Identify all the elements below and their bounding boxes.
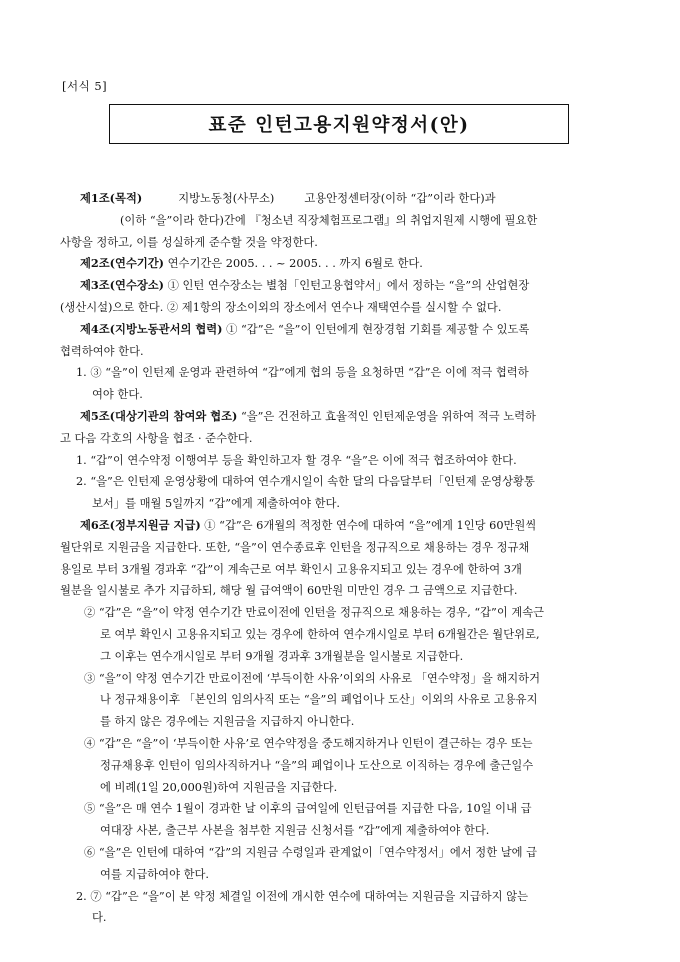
article-2-heading: 제2조(연수기간) [80, 256, 165, 271]
article-6-item-2: 2. ⑦ “갑”은 “을”이 본 약정 체결일 이전에 개시한 연수에 대하여는 지원금을 지급하지 않는 [76, 889, 528, 903]
article-6-line-2: 월단위로 지원금을 지급한다. 또한, “을”이 연수종료후 인턴을 정규직으로 채용하는 경우 정규채 [60, 540, 530, 554]
article-5-item-1: 1. “갑”이 연수약정 이행여부 등을 확인하고자 할 경우 “을”은 이에 적극 협조하여야 한다. [76, 453, 517, 467]
article-2-text: 연수기간은 2005. . . ~ 2005. . . 까지 6월로 한다. [164, 257, 423, 271]
article-6-text: ① “갑”은 6개월의 적정한 연수에 대하여 “을”에게 1인당 60만원씩 [200, 518, 537, 532]
article-4-item-1-cont: 여야 한다. [92, 388, 143, 402]
form-label: [서식 5] [62, 79, 108, 93]
article-6-clause-6-cont: 여를 지급하여야 한다. [100, 867, 209, 881]
article-1-text-a: 지방노동청(사무소) [178, 192, 275, 205]
article-5-heading: 제5조(대상기관의 참여와 협조) [80, 408, 238, 423]
article-6-clause-4: ④ “갑”은 “을”이 ‘부득이한 사유’로 연수약정을 중도해지하거나 인턴이 결근하는 경우 또는 [84, 736, 533, 750]
article-6-clause-2: ② “갑”은 “을”이 약정 연수기간 만료이전에 인턴을 정규직으로 채용하는 경우, “갑”이 계속근 [84, 606, 545, 620]
article-6-clause-3-cont-2: 를 하지 않은 경우에는 지원금을 지급하지 아니한다. [100, 715, 355, 729]
document-title: 표준 인턴고용지원약정서(안) [208, 115, 470, 136]
article-6-clause-2-cont-1: 로 여부 확인시 고용유지되고 있는 경우에 한하여 연수개시일로 부터 6개월간은 월단위로, [100, 627, 540, 641]
article-5-text: “을”은 건전하고 효율적인 인턴제운영을 위하여 적극 노력하 [237, 409, 536, 423]
title-box [109, 104, 569, 144]
article-6-line-4: 월분을 일시불로 추가 지급하되, 해당 월 급여액이 60만원 미만인 경우 그 금액으로 지급한다. [60, 584, 518, 598]
article-6-clause-5-cont: 여대장 사본, 출근부 사본을 첨부한 지원금 신청서를 “갑”에게 제출하여야 한다. [100, 824, 490, 838]
article-6-line-3: 용일로 부터 3개월 경과후 “갑”이 계속근로 여부 확인시 고용유지되고 있는 경우에 한하여 3개 [60, 562, 522, 576]
article-5-item-2: 2. “을”은 인턴제 운영상황에 대하여 연수개시일이 속한 달의 다음달부터「인턴제 운영상황통 [76, 475, 535, 489]
article-6-line-1 [60, 515, 625, 537]
article-6-clause-6: ⑥ “을”은 인턴에 대하여 “갑”의 지원금 수령일과 관계없이「연수약정서」에서 정한 날에 급 [84, 845, 538, 859]
article-6-item-2-cont: 다. [92, 911, 107, 925]
article-6-heading: 제6조(정부지원금 지급) [80, 517, 201, 532]
article-6-clause-3: ③ “을”이 약정 연수기간 만료이전에 ‘부득이한 사유’이외의 사유로 「연수약정」을 해지하거 [84, 671, 540, 685]
article-4-line-2: 협력하여야 한다. [60, 344, 144, 358]
article-6-clause-3-cont-1: 나 정규채용이후 「본인의 임의사직 또는 “을”의 폐업이나 도산」이외의 사유로 고용유지 [100, 693, 538, 707]
article-3-text: ① 인턴 연수장소는 별첨「인턴고용협약서」에서 정하는 “을”의 산업현장 [164, 279, 530, 293]
article-1-text-b: 고용안정센터장(이하 “갑”이라 한다)과 [304, 192, 496, 205]
document-body [60, 188, 625, 929]
article-1-line-2: (이하 “을”이라 한다)간에 『청소년 직장체험프로그램』의 취업지원제 시행에 필요한 [120, 213, 538, 227]
article-3-line-2: (생산시설)으로 한다. ② 제1항의 장소이외의 장소에서 연수나 재택연수를 실시할 수 없다. [60, 300, 502, 314]
article-6-clause-4-cont-2: 에 비례(1일 20,000원)하여 지원금을 지급한다. [100, 780, 338, 794]
article-2-line [60, 253, 625, 275]
article-5-item-2-cont: 보서」를 매월 5일까지 “갑”에게 제출하여야 한다. [92, 497, 341, 511]
article-6-clause-4-cont-1: 정규채용후 인턴이 임의사직하거나 “을”의 폐업이나 도산으로 이직하는 경우에 출근일수 [100, 758, 534, 772]
article-4-item-1: 1. ③ “을”이 인턴제 운영과 관련하여 “갑”에게 협의 등을 요청하면 “갑”은 이에 적극 협력하 [76, 366, 529, 380]
article-3-heading: 제3조(연수장소) [80, 278, 165, 293]
article-6-clause-5: ⑤ “을”은 매 연수 1월이 경과한 날 이후의 급여일에 인턴급여를 지급한 다음, 10일 이내 급 [84, 802, 532, 816]
article-3-line-1 [60, 275, 625, 297]
article-1-line-3: 사항을 정하고, 이를 성실하게 준수할 것을 약정한다. [60, 235, 318, 249]
article-4-line-1 [60, 319, 625, 341]
article-1-heading: 제1조(목적) [80, 191, 143, 205]
article-4-text: ① “갑”은 “을”이 인턴에게 현장경험 기회를 제공할 수 있도록 [222, 322, 530, 336]
article-1-line-1 [60, 188, 625, 210]
article-4-heading: 제4조(지방노동관서의 협력) [80, 321, 223, 336]
article-5-line-1 [60, 406, 625, 428]
article-6-clause-2-cont-2: 그 이후는 연수개시일로 부터 9개월 경과후 3개월분을 일시불로 지급한다. [100, 649, 464, 663]
article-5-line-2: 고 다음 각호의 사항을 협조 · 준수한다. [60, 431, 253, 445]
